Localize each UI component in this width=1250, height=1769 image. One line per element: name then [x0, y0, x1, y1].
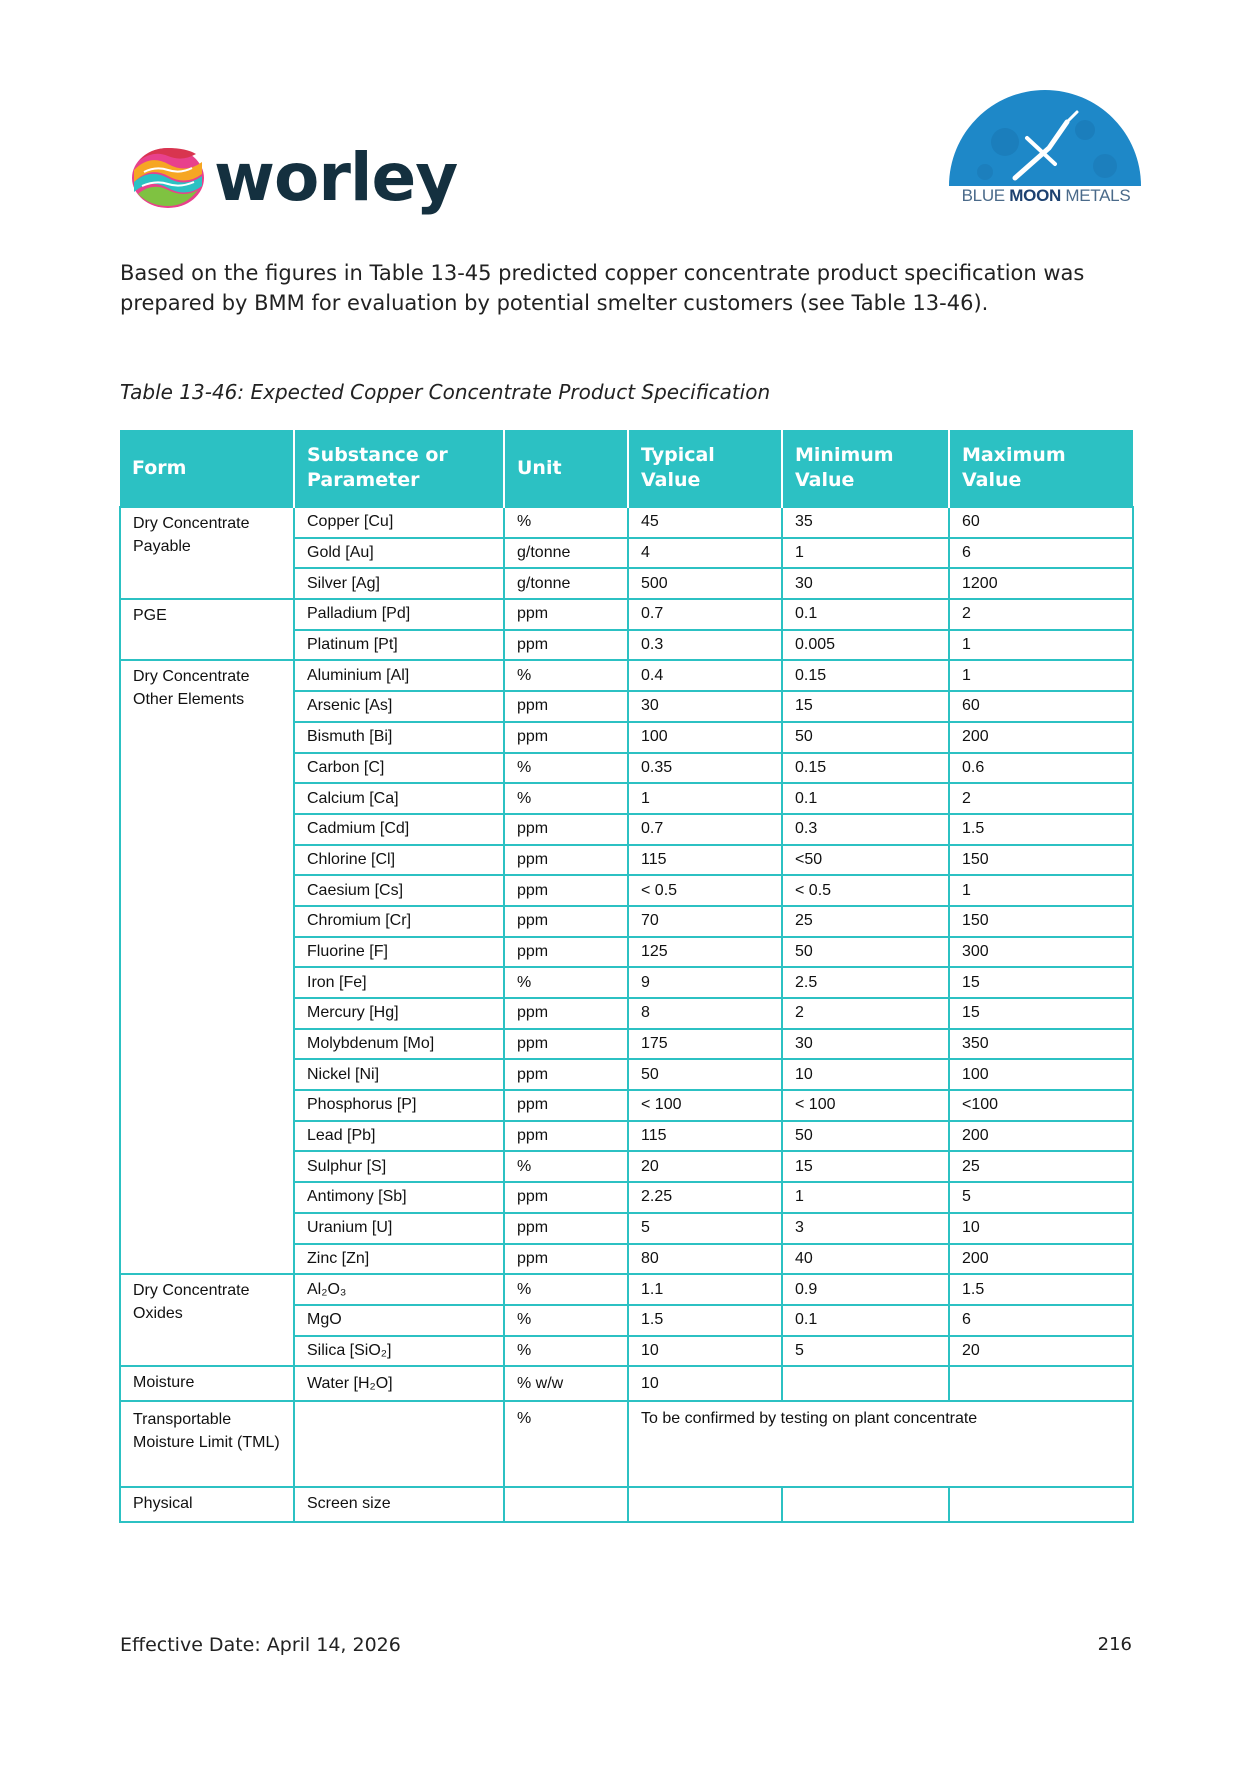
substance-cell: Chromium [Cr]: [294, 906, 504, 937]
table-row: [120, 599, 1133, 630]
form-cell: Physical: [120, 1487, 294, 1522]
substance-cell: Palladium [Pd]: [294, 599, 504, 630]
maximum-cell: 1: [949, 660, 1133, 691]
form-cell: Dry Concentrate Oxides: [120, 1274, 294, 1366]
table-body: [120, 507, 1133, 1522]
minimum-cell: 0.005: [782, 630, 949, 661]
unit-cell: ppm: [504, 1182, 628, 1213]
typical-cell: 0.7: [628, 599, 782, 630]
typical-cell: 1: [628, 783, 782, 814]
unit-cell: %: [504, 753, 628, 784]
substance-cell: Uranium [U]: [294, 1213, 504, 1244]
minimum-cell: 10: [782, 1059, 949, 1090]
typical-cell: 125: [628, 937, 782, 968]
minimum-cell: 0.1: [782, 599, 949, 630]
unit-cell: [504, 1487, 628, 1522]
minimum-cell: 50: [782, 722, 949, 753]
form-cell: PGE: [120, 599, 294, 660]
unit-cell: g/tonne: [504, 568, 628, 599]
typical-cell: 8: [628, 998, 782, 1029]
unit-cell: ppm: [504, 937, 628, 968]
table-row: [120, 1274, 1133, 1305]
form-cell: Dry Concentrate Payable: [120, 507, 294, 599]
minimum-cell: 1: [782, 538, 949, 569]
maximum-cell: 200: [949, 1121, 1133, 1152]
typical-cell: 45: [628, 507, 782, 538]
minimum-cell: 15: [782, 1151, 949, 1182]
typical-cell: 80: [628, 1244, 782, 1275]
unit-cell: %: [504, 660, 628, 691]
maximum-cell: 200: [949, 722, 1133, 753]
unit-cell: ppm: [504, 1213, 628, 1244]
maximum-cell: [949, 1487, 1133, 1522]
worley-swirl-icon: [130, 140, 206, 216]
unit-cell: ppm: [504, 814, 628, 845]
substance-cell: Carbon [C]: [294, 753, 504, 784]
maximum-cell: 1: [949, 875, 1133, 906]
unit-cell: %: [504, 1274, 628, 1305]
header-substance: Substance or Parameter: [294, 430, 504, 507]
substance-cell: Al₂O₃: [294, 1274, 504, 1305]
substance-cell: MgO: [294, 1305, 504, 1336]
typical-cell: 2.25: [628, 1182, 782, 1213]
form-cell: Moisture: [120, 1366, 294, 1401]
minimum-cell: 50: [782, 1121, 949, 1152]
minimum-cell: 40: [782, 1244, 949, 1275]
substance-cell: Silver [Ag]: [294, 568, 504, 599]
minimum-cell: 15: [782, 691, 949, 722]
typical-cell: 30: [628, 691, 782, 722]
minimum-cell: 3: [782, 1213, 949, 1244]
unit-cell: ppm: [504, 1244, 628, 1275]
unit-cell: ppm: [504, 599, 628, 630]
minimum-cell: [782, 1366, 949, 1401]
maximum-cell: 150: [949, 845, 1133, 876]
maximum-cell: 60: [949, 507, 1133, 538]
unit-cell: %: [504, 1305, 628, 1336]
header-minimum: Minimum Value: [782, 430, 949, 507]
unit-cell: ppm: [504, 998, 628, 1029]
substance-cell: Calcium [Ca]: [294, 783, 504, 814]
minimum-cell: 5: [782, 1336, 949, 1367]
minimum-cell: 35: [782, 507, 949, 538]
unit-cell: ppm: [504, 1059, 628, 1090]
typical-cell: 0.35: [628, 753, 782, 784]
substance-cell: Caesium [Cs]: [294, 875, 504, 906]
substance-cell: Copper [Cu]: [294, 507, 504, 538]
minimum-cell: [782, 1487, 949, 1522]
table-row-physical: [120, 1487, 1133, 1522]
unit-cell: ppm: [504, 906, 628, 937]
substance-cell: Cadmium [Cd]: [294, 814, 504, 845]
specification-table: [119, 430, 1134, 1523]
unit-cell: ppm: [504, 845, 628, 876]
unit-cell: %: [504, 1336, 628, 1367]
substance-cell: Chlorine [Cl]: [294, 845, 504, 876]
substance-cell: Arsenic [As]: [294, 691, 504, 722]
substance-cell: [294, 1401, 504, 1487]
typical-cell: 10: [628, 1336, 782, 1367]
maximum-cell: [949, 1366, 1133, 1401]
typical-cell: 0.7: [628, 814, 782, 845]
maximum-cell: 20: [949, 1336, 1133, 1367]
typical-cell: 4: [628, 538, 782, 569]
minimum-cell: 0.1: [782, 1305, 949, 1336]
minimum-cell: 2.5: [782, 967, 949, 998]
form-cell: Dry Concentrate Other Elements: [120, 660, 294, 1274]
page-header: [0, 0, 1250, 230]
minimum-cell: 2: [782, 998, 949, 1029]
maximum-cell: 200: [949, 1244, 1133, 1275]
table-row: [120, 507, 1133, 538]
unit-cell: ppm: [504, 1121, 628, 1152]
typical-cell: 5: [628, 1213, 782, 1244]
typical-cell: 100: [628, 722, 782, 753]
maximum-cell: 100: [949, 1059, 1133, 1090]
blue-moon-metals-logo-text: BLUE MOON METALS: [961, 186, 1131, 205]
typical-cell: 1.1: [628, 1274, 782, 1305]
substance-cell: Zinc [Zn]: [294, 1244, 504, 1275]
minimum-cell: 0.9: [782, 1274, 949, 1305]
typical-cell: 9: [628, 967, 782, 998]
table-row: [120, 660, 1133, 691]
worley-logo: [130, 140, 457, 216]
effective-date: Effective Date: April 14, 2026: [120, 1634, 401, 1656]
typical-cell: [628, 1487, 782, 1522]
header-unit: Unit: [504, 430, 628, 507]
typical-cell: 0.3: [628, 630, 782, 661]
typical-cell: 175: [628, 1029, 782, 1060]
worley-logo-text: worley: [214, 139, 458, 216]
header-typical: Typical Value: [628, 430, 782, 507]
maximum-cell: 350: [949, 1029, 1133, 1060]
intro-paragraph: Based on the figures in Table 13-45 predicted copper concentrate product specification was prepared by BMM for evaluation by potential smelter customers (see Table 13-46).: [120, 261, 1085, 315]
substance-cell: Screen size: [294, 1487, 504, 1522]
header-maximum: Maximum Value: [949, 430, 1133, 507]
unit-cell: %: [504, 783, 628, 814]
substance-cell: Sulphur [S]: [294, 1151, 504, 1182]
minimum-cell: < 0.5: [782, 875, 949, 906]
table-header-row: [120, 430, 1133, 507]
maximum-cell: 1200: [949, 568, 1133, 599]
minimum-cell: 0.15: [782, 660, 949, 691]
header-form: Form: [120, 430, 294, 507]
minimum-cell: < 100: [782, 1090, 949, 1121]
minimum-cell: 0.1: [782, 783, 949, 814]
substance-cell: Bismuth [Bi]: [294, 722, 504, 753]
substance-cell: Fluorine [F]: [294, 937, 504, 968]
typical-cell: < 100: [628, 1090, 782, 1121]
minimum-cell: <50: [782, 845, 949, 876]
table-row: [120, 1366, 1133, 1401]
unit-cell: %: [504, 1151, 628, 1182]
typical-cell: 115: [628, 845, 782, 876]
substance-cell: Silica [SiO₂]: [294, 1336, 504, 1367]
maximum-cell: 2: [949, 599, 1133, 630]
typical-cell: < 0.5: [628, 875, 782, 906]
typical-cell: 500: [628, 568, 782, 599]
maximum-cell: <100: [949, 1090, 1133, 1121]
substance-cell: Water [H₂O]: [294, 1366, 504, 1401]
substance-cell: Aluminium [Al]: [294, 660, 504, 691]
substance-cell: Gold [Au]: [294, 538, 504, 569]
minimum-cell: 0.15: [782, 753, 949, 784]
unit-cell: ppm: [504, 722, 628, 753]
page-number: 216: [1097, 1634, 1132, 1655]
maximum-cell: 0.6: [949, 753, 1133, 784]
minimum-cell: 50: [782, 937, 949, 968]
maximum-cell: 1.5: [949, 814, 1133, 845]
form-cell: Transportable Moisture Limit (TML): [120, 1401, 294, 1487]
substance-cell: Mercury [Hg]: [294, 998, 504, 1029]
substance-cell: Molybdenum [Mo]: [294, 1029, 504, 1060]
substance-cell: Lead [Pb]: [294, 1121, 504, 1152]
maximum-cell: 1: [949, 630, 1133, 661]
table-row-tml: [120, 1401, 1133, 1487]
unit-cell: ppm: [504, 691, 628, 722]
substance-cell: Platinum [Pt]: [294, 630, 504, 661]
minimum-cell: 1: [782, 1182, 949, 1213]
maximum-cell: 15: [949, 998, 1133, 1029]
maximum-cell: 6: [949, 1305, 1133, 1336]
maximum-cell: 300: [949, 937, 1133, 968]
minimum-cell: 0.3: [782, 814, 949, 845]
typical-cell: 115: [628, 1121, 782, 1152]
substance-cell: Phosphorus [P]: [294, 1090, 504, 1121]
maximum-cell: 2: [949, 783, 1133, 814]
minimum-cell: 30: [782, 1029, 949, 1060]
unit-cell: ppm: [504, 1090, 628, 1121]
typical-cell: 10: [628, 1366, 782, 1401]
minimum-cell: 25: [782, 906, 949, 937]
minimum-cell: 30: [782, 568, 949, 599]
unit-cell: ppm: [504, 1029, 628, 1060]
maximum-cell: 150: [949, 906, 1133, 937]
maximum-cell: 1.5: [949, 1274, 1133, 1305]
maximum-cell: 15: [949, 967, 1133, 998]
substance-cell: Nickel [Ni]: [294, 1059, 504, 1090]
unit-cell: %: [504, 507, 628, 538]
maximum-cell: 6: [949, 538, 1133, 569]
substance-cell: Iron [Fe]: [294, 967, 504, 998]
unit-cell: %: [504, 967, 628, 998]
unit-cell: ppm: [504, 630, 628, 661]
maximum-cell: 10: [949, 1213, 1133, 1244]
table-caption: Table 13-46: Expected Copper Concentrate Product Specification: [120, 380, 771, 404]
unit-cell: % w/w: [504, 1366, 628, 1401]
maximum-cell: 60: [949, 691, 1133, 722]
tml-note-cell: To be confirmed by testing on plant concentrate: [628, 1401, 1133, 1487]
unit-cell: g/tonne: [504, 538, 628, 569]
maximum-cell: 25: [949, 1151, 1133, 1182]
typical-cell: 70: [628, 906, 782, 937]
unit-cell: ppm: [504, 875, 628, 906]
typical-cell: 50: [628, 1059, 782, 1090]
unit-cell: %: [504, 1401, 628, 1487]
typical-cell: 20: [628, 1151, 782, 1182]
substance-cell: Antimony [Sb]: [294, 1182, 504, 1213]
maximum-cell: 5: [949, 1182, 1133, 1213]
typical-cell: 1.5: [628, 1305, 782, 1336]
typical-cell: 0.4: [628, 660, 782, 691]
